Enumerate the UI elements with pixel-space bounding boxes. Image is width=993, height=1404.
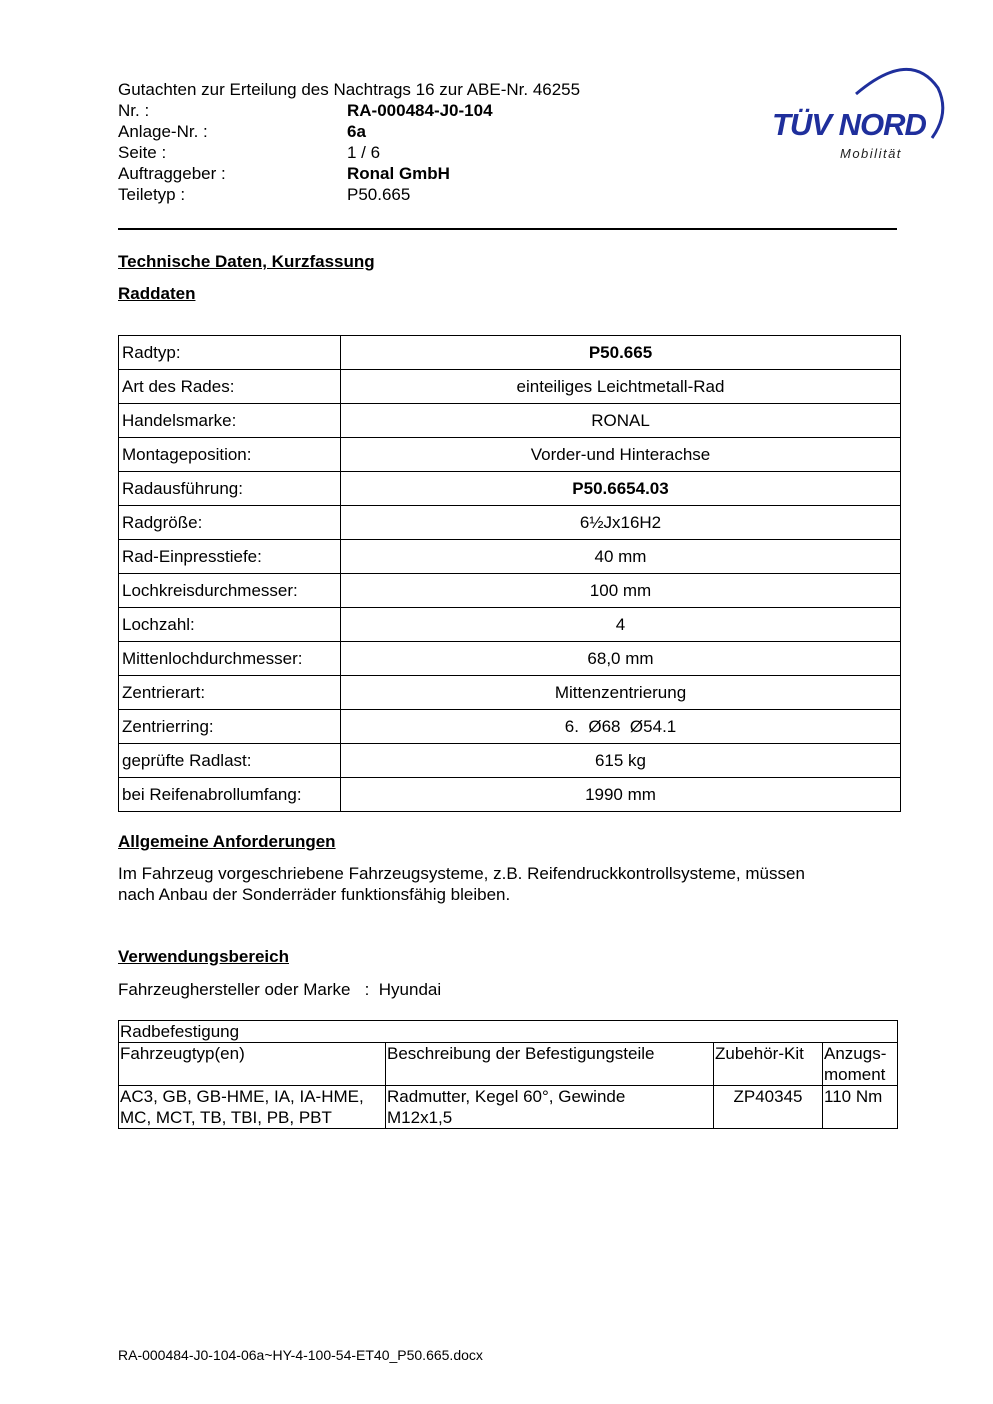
header-title: Gutachten zur Erteilung des Nachtrags 16 zur ABE-Nr. 46255: [118, 80, 581, 99]
row-label: Radausführung:: [119, 472, 341, 506]
allgemein-line: nach Anbau der Sonderräder funktionsfähig bleiben.: [118, 885, 511, 904]
table-row: [119, 336, 901, 370]
table-row: [119, 744, 901, 778]
column-header: [823, 1043, 898, 1086]
allgemein-text: [118, 863, 898, 905]
row-label: bei Reifenabrollumfang:: [119, 778, 341, 812]
column-header: Fahrzeugtyp(en): [119, 1043, 386, 1086]
header-value: 1 / 6: [347, 143, 381, 162]
row-value: 6. Ø68 Ø54.1: [341, 710, 901, 744]
row-value: 100 mm: [341, 574, 901, 608]
hersteller-line: Fahrzeughersteller oder Marke : Hyundai: [118, 980, 442, 999]
tuev-nord-logo: [770, 58, 950, 168]
table-row: [119, 1086, 898, 1129]
header-row-anlage: [118, 121, 678, 142]
column-header: Zubehör-Kit: [714, 1043, 823, 1086]
table-row: [119, 574, 901, 608]
row-label: geprüfte Radlast:: [119, 744, 341, 778]
section-raddaten-title: Raddaten: [118, 284, 196, 303]
header-label: Auftraggeber :: [118, 164, 226, 183]
mounting-table: [118, 1020, 898, 1129]
header-line: Anzugs-: [824, 1044, 887, 1063]
header-row-teiletyp: [118, 184, 678, 205]
row-label: Zentrierart:: [119, 676, 341, 710]
table-row: [119, 710, 901, 744]
row-value: P50.665: [341, 336, 901, 370]
header-label: Anlage-Nr. :: [118, 122, 208, 141]
wheel-data-table: [118, 335, 901, 812]
table-row: [119, 778, 901, 812]
row-value: 615 kg: [341, 744, 901, 778]
footer-filename: RA-000484-J0-104-06a~HY-4-100-54-ET40_P50.665.docx: [118, 1347, 483, 1363]
header-value: Ronal GmbH: [347, 164, 450, 183]
row-label: Radtyp:: [119, 336, 341, 370]
row-value: P50.6654.03: [341, 472, 901, 506]
row-label: Handelsmarke:: [119, 404, 341, 438]
section-allgemein-title: Allgemeine Anforderungen: [118, 832, 336, 851]
header-row-auftraggeber: [118, 163, 678, 184]
header-row-seite: [118, 142, 678, 163]
table-row: [119, 642, 901, 676]
row-value: 4: [341, 608, 901, 642]
row-value: RONAL: [341, 404, 901, 438]
section-tech-title: Technische Daten, Kurzfassung: [118, 252, 375, 271]
header-divider: [118, 228, 897, 230]
row-label: Lochkreisdurchmesser:: [119, 574, 341, 608]
row-label: Art des Rades:: [119, 370, 341, 404]
row-label: Lochzahl:: [119, 608, 341, 642]
row-value: 1990 mm: [341, 778, 901, 812]
header-row-nr: [118, 100, 678, 121]
row-value: Vorder-und Hinterachse: [341, 438, 901, 472]
section-verwendung-title: Verwendungsbereich: [118, 947, 289, 966]
header-label: Nr. :: [118, 101, 150, 120]
header-label: Seite :: [118, 143, 167, 162]
table-row: [119, 676, 901, 710]
row-value: 68,0 mm: [341, 642, 901, 676]
header-value: P50.665: [347, 185, 411, 204]
row-label: Mittenlochdurchmesser:: [119, 642, 341, 676]
mounting-title: Radbefestigung: [119, 1021, 898, 1043]
row-label: Radgröße:: [119, 506, 341, 540]
row-value: 40 mm: [341, 540, 901, 574]
table-row: [119, 404, 901, 438]
allgemein-line: Im Fahrzeug vorgeschriebene Fahrzeugsysteme, z.B. Reifendruckkontrollsysteme, müssen: [118, 864, 805, 883]
table-row: [119, 1021, 898, 1043]
column-header: Beschreibung der Befestigungsteile: [386, 1043, 714, 1086]
table-row: [119, 472, 901, 506]
table-row: [119, 438, 901, 472]
header-line: moment: [824, 1065, 886, 1084]
row-value: Mittenzentrierung: [341, 676, 901, 710]
header-value: 6a: [347, 122, 366, 141]
row-label: Rad-Einpresstiefe:: [119, 540, 341, 574]
cell-line: Radmutter, Kegel 60°, Gewinde: [387, 1087, 626, 1106]
table-row: [119, 370, 901, 404]
cell-line: AC3, GB, GB-HME, IA, IA-HME,: [120, 1087, 364, 1106]
table-row: [119, 1043, 898, 1086]
table-row: [119, 540, 901, 574]
torque-cell: 110 Nm: [823, 1086, 898, 1129]
cell-line: M12x1,5: [387, 1108, 453, 1127]
row-value: einteiliges Leichtmetall-Rad: [341, 370, 901, 404]
header-value: RA-000484-J0-104: [347, 101, 493, 120]
row-label: Zentrierring:: [119, 710, 341, 744]
row-value: 6½Jx16H2: [341, 506, 901, 540]
kit-cell: ZP40345: [714, 1086, 823, 1129]
document-header: [118, 79, 678, 205]
logo-brand: TÜV NORD: [772, 107, 926, 142]
table-row: [119, 506, 901, 540]
table-row: [119, 608, 901, 642]
description-cell: [386, 1086, 714, 1129]
cell-line: MC, MCT, TB, TBI, PB, PBT: [120, 1108, 332, 1127]
logo-subtitle: Mobilität: [840, 146, 902, 161]
row-label: Montageposition:: [119, 438, 341, 472]
vehicle-types-cell: [119, 1086, 386, 1129]
header-label: Teiletyp :: [118, 185, 186, 204]
